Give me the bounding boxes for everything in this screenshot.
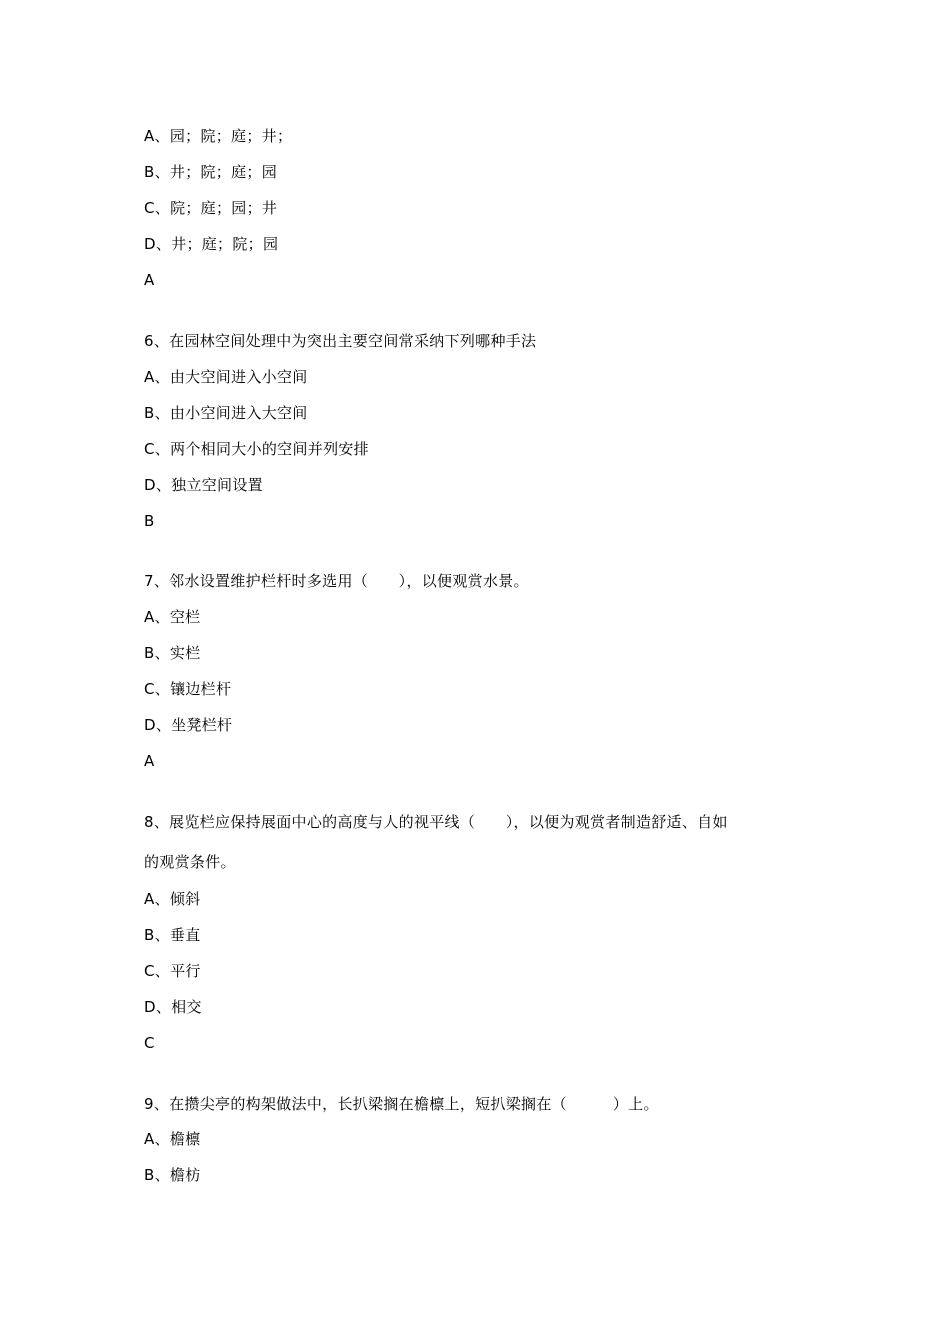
q7-question: 7、邻水设置维护栏杆时多选用（ ），以便观赏水景。 xyxy=(144,572,529,590)
q7-option-a: A、空栏 xyxy=(144,608,201,626)
q8-option-b: B、垂直 xyxy=(144,926,201,944)
q9-option-a: A、檐檩 xyxy=(144,1130,201,1148)
q6-answer: B xyxy=(144,512,155,530)
q8-option-a: A、倾斜 xyxy=(144,890,201,908)
q8-answer: C xyxy=(144,1034,155,1052)
q9-question: 9、在攒尖亭的构架做法中，长扒梁搁在檐檩上，短扒梁搁在（ ）上。 xyxy=(144,1095,659,1113)
q7-option-c: C、镶边栏杆 xyxy=(144,680,232,698)
q8-option-c: C、平行 xyxy=(144,962,201,980)
q7-option-b: B、实栏 xyxy=(144,644,201,662)
q6-option-a: A、由大空间进入小空间 xyxy=(144,368,308,386)
q5-option-c: C、院；庭；园；井 xyxy=(144,199,278,217)
q8-question-line1: 8、展览栏应保持展面中心的高度与人的视平线（ ），以便为观赏者制造舒适、自如 xyxy=(144,813,728,831)
q5-answer: A xyxy=(144,271,155,289)
q8-option-d: D、相交 xyxy=(144,998,202,1016)
q5-option-a: A、园；院；庭；井； xyxy=(144,127,293,145)
q5-option-b: B、井；院；庭；园 xyxy=(144,163,277,181)
q8-question-line2: 的观赏条件。 xyxy=(144,853,236,871)
q7-option-d: D、坐凳栏杆 xyxy=(144,716,233,734)
q6-option-d: D、独立空间设置 xyxy=(144,476,263,494)
q5-option-d: D、井；庭；院；园 xyxy=(144,235,279,253)
q6-question: 6、在园林空间处理中为突出主要空间常采纳下列哪种手法 xyxy=(144,332,537,350)
q6-option-c: C、两个相同大小的空间并列安排 xyxy=(144,440,369,458)
q9-option-b: B、檐枋 xyxy=(144,1166,201,1184)
q6-option-b: B、由小空间进入大空间 xyxy=(144,404,308,422)
q7-answer: A xyxy=(144,752,155,770)
